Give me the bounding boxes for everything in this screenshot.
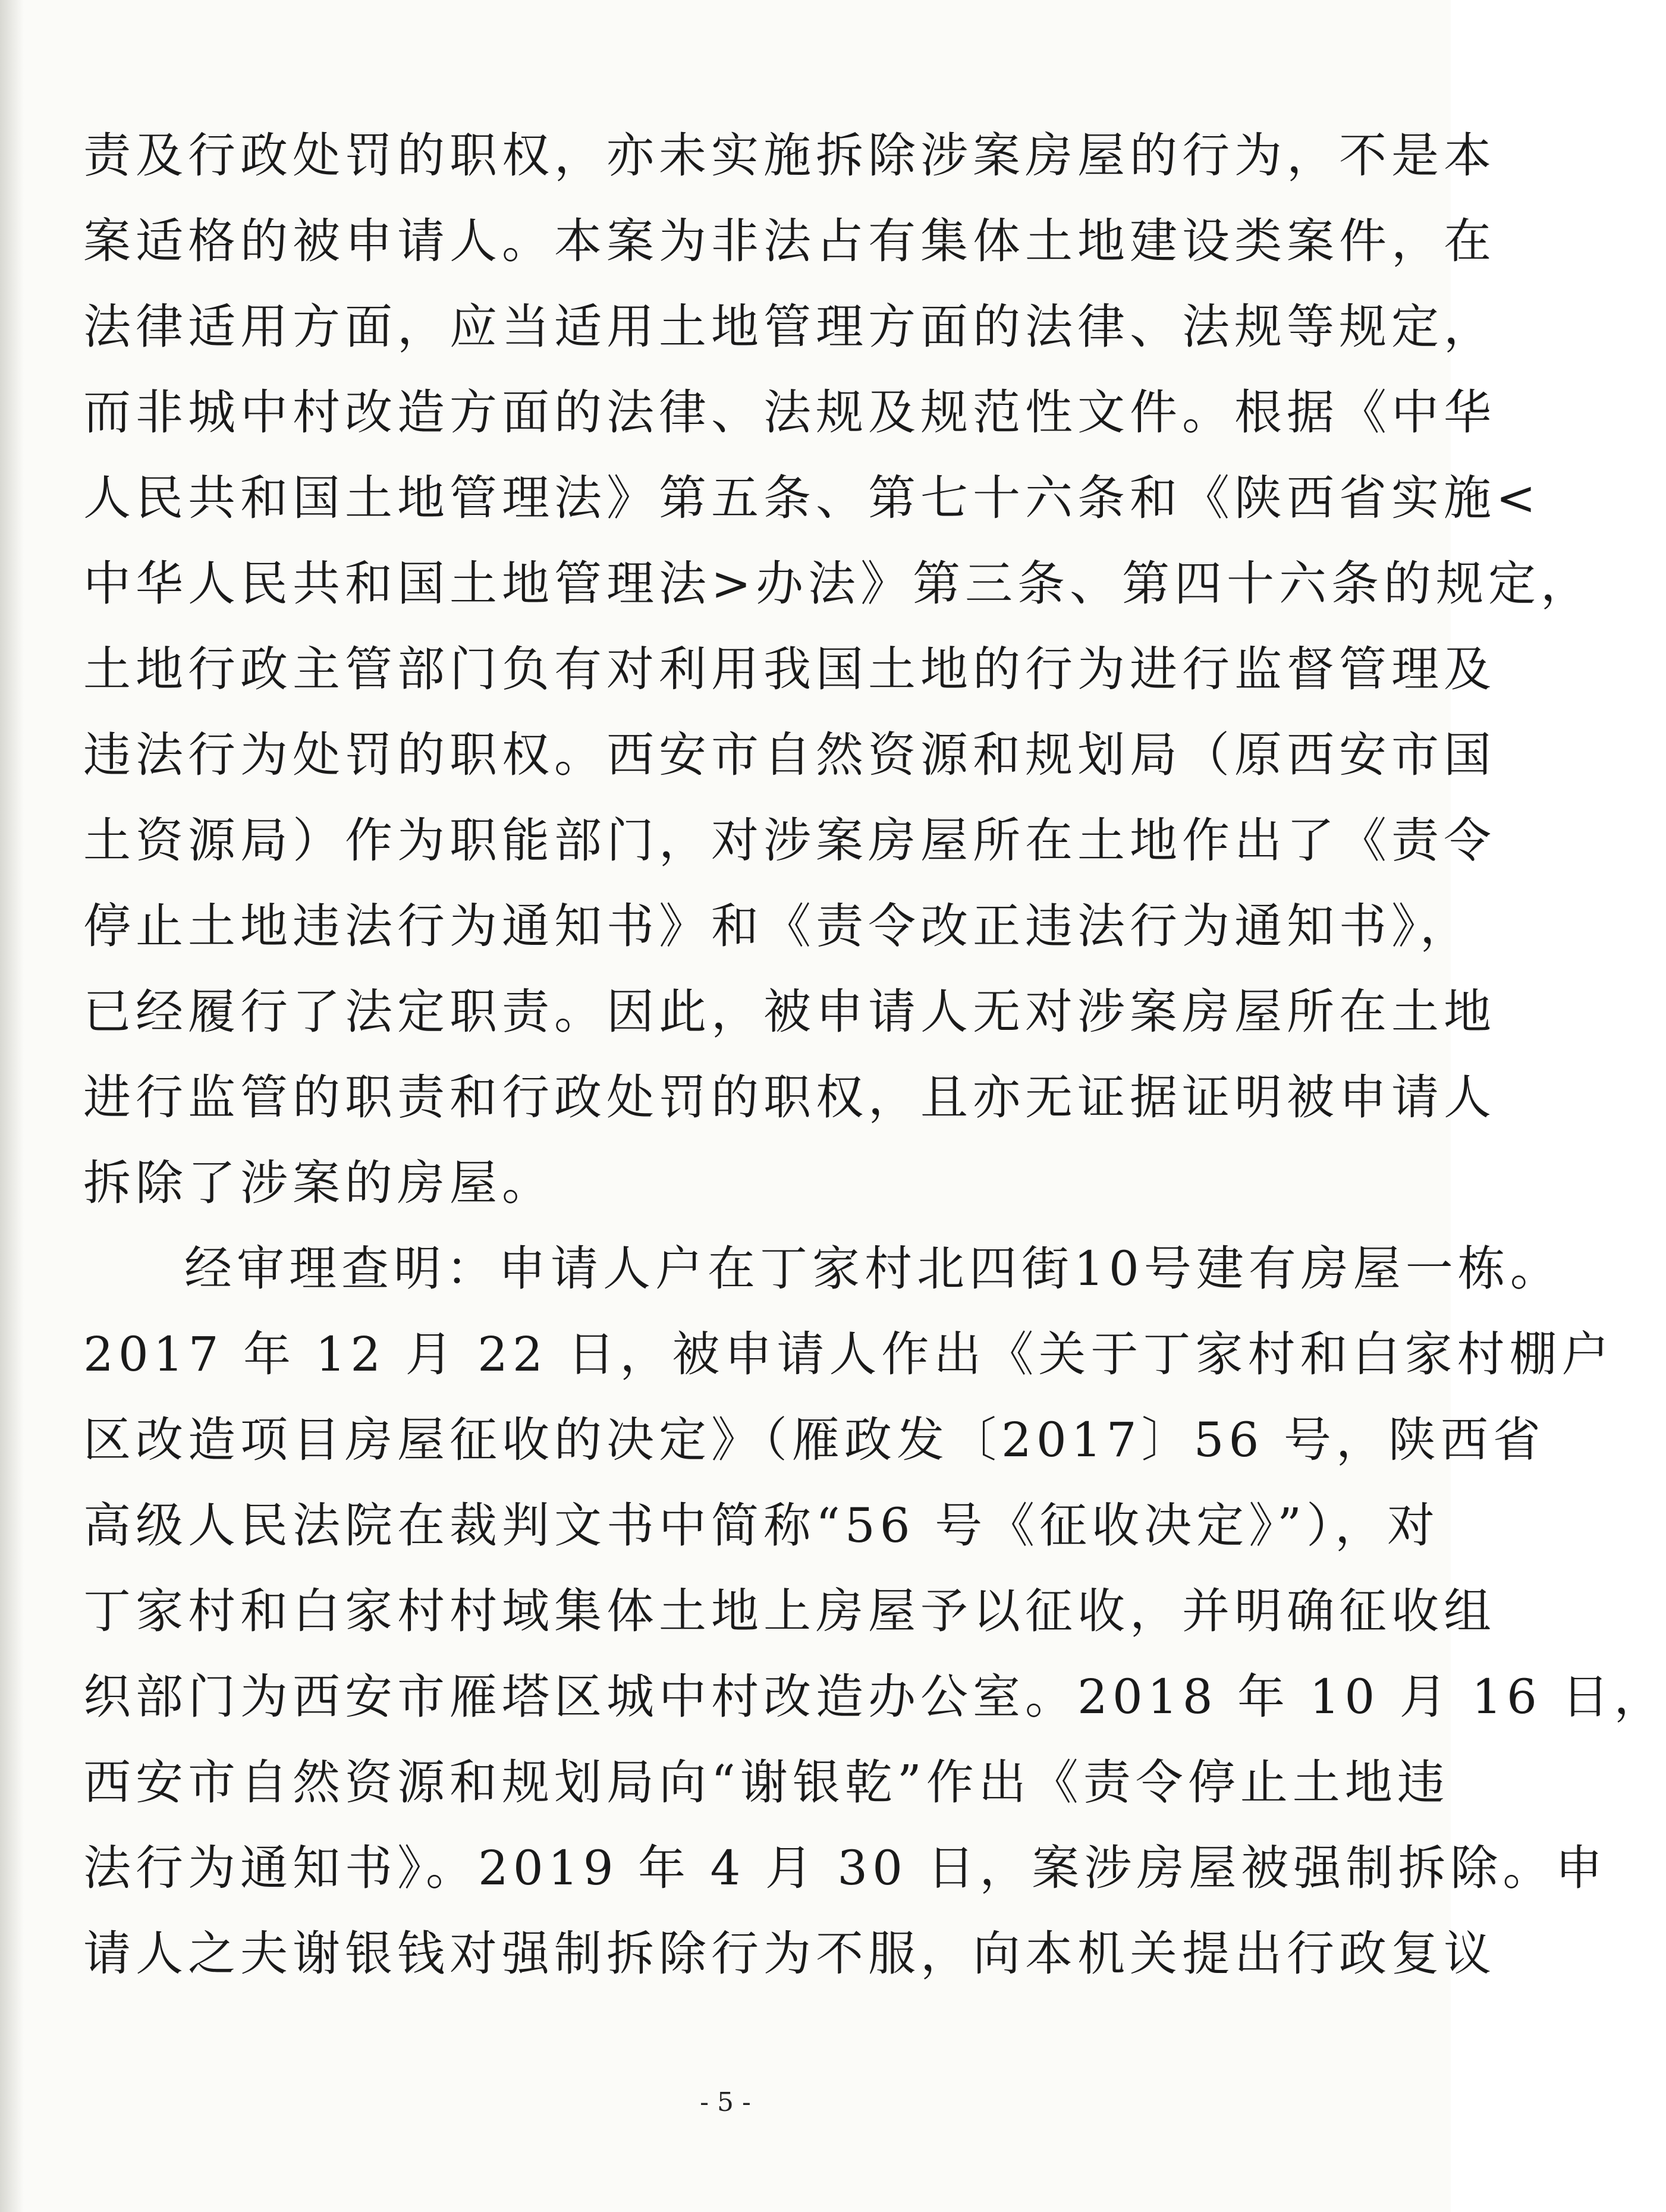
text-line: 织部门为西安市雁塔区城中村改造办公室。2018 年 10 月 16 日， bbox=[83, 1669, 1666, 1724]
page-number: - 5 - bbox=[700, 2087, 751, 2117]
text-line: 责及行政处罚的职权，亦未实施拆除涉案房屋的行为，不是本 bbox=[83, 128, 1496, 183]
text-line: 土地行政主管部门负有对利用我国土地的行为进行监督管理及 bbox=[83, 642, 1496, 697]
page-edge-shadow bbox=[0, 0, 24, 2212]
text-line: 人民共和国土地管理法》第五条、第七十六条和《陕西省实施< bbox=[83, 470, 1541, 526]
text-line: 停止土地违法行为通知书》和《责令改正违法行为通知书》， bbox=[83, 898, 1472, 954]
text-line: 法律适用方面，应当适用土地管理方面的法律、法规等规定， bbox=[83, 299, 1496, 354]
text-line: 高级人民法院在裁判文书中简称“56 号《征收决定》”），对 bbox=[83, 1498, 1440, 1553]
text-line: 法行为通知书》。2019 年 4 月 30 日，案涉房屋被强制拆除。申 bbox=[83, 1840, 1608, 1896]
text-line: 而非城中村改造方面的法律、法规及规范性文件。根据《中华 bbox=[83, 385, 1496, 440]
text-line: 西安市自然资源和规划局向“谢银乾”作出《责令停止土地违 bbox=[83, 1755, 1450, 1810]
text-line: 中华人民共和国土地管理法>办法》第三条、第四十六条的规定， bbox=[83, 556, 1593, 611]
text-line: 2017 年 12 月 22 日，被申请人作出《关于丁家村和白家村棚户 bbox=[83, 1327, 1614, 1382]
text-line: 请人之夫谢银钱对强制拆除行为不服，向本机关提出行政复议 bbox=[83, 1926, 1496, 1981]
text-line: 进行监管的职责和行政处罚的职权，且亦无证据证明被申请人 bbox=[83, 1070, 1496, 1125]
body-text bbox=[83, 113, 1666, 1997]
text-line: 违法行为处罚的职权。西安市自然资源和规划局（原西安市国 bbox=[83, 727, 1496, 783]
text-line: 拆除了涉案的房屋。 bbox=[83, 1155, 554, 1211]
paragraph-start-line: 经审理查明：申请人户在丁家村北四街10号建有房屋一栋。 bbox=[184, 1241, 1563, 1296]
text-line: 土资源局）作为职能部门，对涉案房屋所在土地作出了《责令 bbox=[83, 813, 1496, 868]
text-line: 区改造项目房屋征收的决定》（雁政发〔2017〕56 号，陕西省 bbox=[83, 1412, 1545, 1468]
text-line: 丁家村和白家村村域集体土地上房屋予以征收，并明确征收组 bbox=[83, 1583, 1496, 1639]
text-line: 案适格的被申请人。本案为非法占有集体土地建设类案件，在 bbox=[83, 213, 1496, 269]
text-line: 已经履行了法定职责。因此，被申请人无对涉案房屋所在土地 bbox=[83, 984, 1496, 1039]
